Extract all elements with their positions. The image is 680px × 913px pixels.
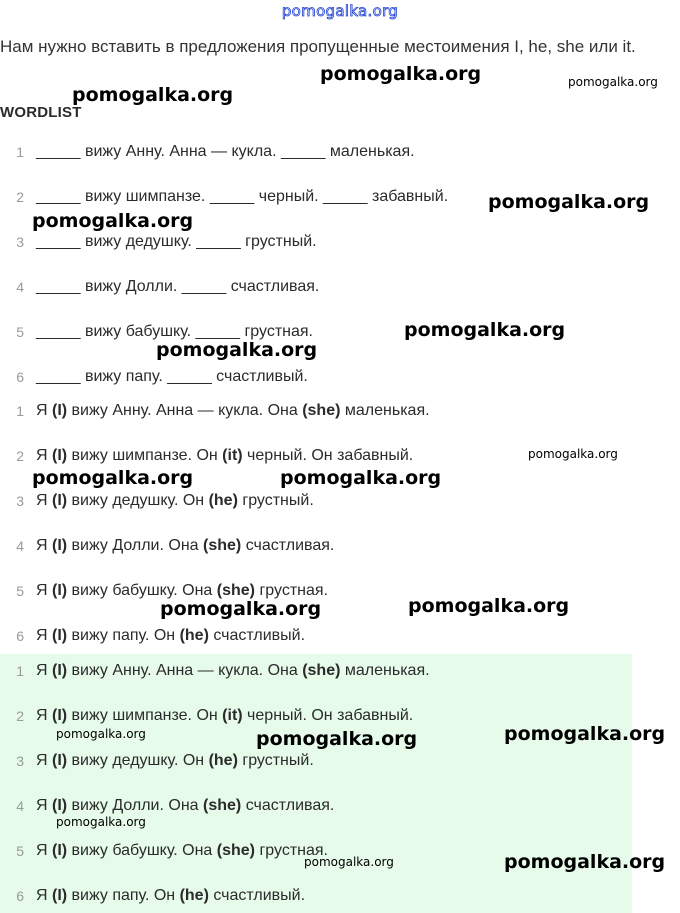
answer-sentence	[36, 750, 314, 772]
task-sentence: _____ вижу папу. _____ счастливый.	[36, 368, 308, 385]
watermark: pomogalka.org	[320, 63, 482, 85]
row-number: 4	[16, 279, 24, 295]
watermark: pomogalka.org	[528, 447, 618, 461]
watermark: pomogalka.org	[304, 855, 394, 869]
answer-sentence	[36, 535, 334, 557]
watermark: pomogalka.org	[56, 727, 146, 741]
sentence-text: Я	[36, 402, 52, 419]
pronoun-answer: (I)	[52, 752, 68, 769]
sentence-text: Я	[36, 662, 52, 679]
row-number: 1	[16, 144, 24, 160]
sentence-text: вижу бабушку. Она	[67, 582, 217, 599]
sentence-text: вижу Анну. Анна — кукла. Она	[67, 402, 303, 419]
pronoun-answer: (I)	[52, 887, 68, 904]
pronoun-answer: (I)	[52, 402, 68, 419]
pronoun-answer: (I)	[52, 537, 68, 554]
sentence-text: счастливый.	[208, 627, 306, 644]
pronoun-answer: (I)	[52, 492, 68, 509]
sentence-text: Я	[36, 842, 52, 859]
pronoun-answer: (it)	[222, 447, 243, 464]
sentence-text: грустный.	[237, 752, 314, 769]
sentence-text: вижу Долли. Она	[67, 537, 204, 554]
watermark: pomogalka.org	[156, 339, 318, 361]
sentence-text: Я	[36, 537, 52, 554]
sentence-text: черный. Он забавный.	[242, 447, 414, 464]
pronoun-answer: (I)	[52, 582, 68, 599]
answer-sentence	[36, 625, 305, 647]
watermark: pomogalka.org	[32, 467, 194, 489]
sentence-text: вижу дедушку. Он	[67, 752, 209, 769]
row-number: 6	[16, 628, 24, 644]
pronoun-answer: (she)	[216, 582, 255, 599]
sentence-text: счастливый.	[208, 887, 306, 904]
answer-sentence	[36, 660, 430, 682]
answer-sentence	[36, 705, 413, 727]
watermark: pomogalka.org	[160, 598, 322, 620]
pronoun-answer: (he)	[179, 627, 209, 644]
task-sentence: _____ вижу Анну. Анна — кукла. _____ маленькая.	[36, 143, 415, 160]
pronoun-answer: (I)	[52, 842, 68, 859]
row-number: 5	[16, 583, 24, 599]
pronoun-answer: (I)	[52, 797, 68, 814]
answer-sentence	[36, 490, 314, 512]
pronoun-answer: (I)	[52, 627, 68, 644]
answer-sentence	[36, 445, 413, 467]
sentence-text: Я	[36, 492, 52, 509]
sentence-text: Я	[36, 627, 52, 644]
watermark: pomogalka.org	[408, 595, 570, 617]
row-number: 6	[16, 888, 24, 904]
pronoun-answer: (she)	[302, 662, 341, 679]
sentence-text: Я	[36, 582, 52, 599]
watermark: pomogalka.org	[504, 723, 666, 745]
row-number: 3	[16, 493, 24, 509]
row-number: 3	[16, 753, 24, 769]
sentence-text: вижу папу. Он	[67, 887, 180, 904]
highlighted-answer-block	[0, 654, 632, 913]
task-sentence: _____ вижу бабушку. _____ грустная.	[36, 323, 313, 340]
row-number: 2	[16, 708, 24, 724]
sentence-text: грустная.	[255, 582, 328, 599]
pronoun-answer: (he)	[208, 752, 238, 769]
row-number: 2	[16, 448, 24, 464]
watermark: pomogalka.org	[56, 815, 146, 829]
watermark: pomogalka.org	[256, 728, 418, 750]
sentence-text: вижу шимпанзе. Он	[67, 707, 223, 724]
row-number: 5	[16, 324, 24, 340]
pronoun-answer: (she)	[216, 842, 255, 859]
sentence-text: вижу дедушку. Он	[67, 492, 209, 509]
sentence-text: грустная.	[255, 842, 328, 859]
answer-sentence	[36, 795, 334, 817]
pronoun-answer: (he)	[179, 887, 209, 904]
watermark: pomogalka.org	[32, 210, 194, 232]
row-number: 4	[16, 538, 24, 554]
pronoun-answer: (I)	[52, 707, 68, 724]
watermark: pomogalka.org	[404, 319, 566, 341]
sentence-text: Я	[36, 752, 52, 769]
sentence-text: черный. Он забавный.	[242, 707, 414, 724]
pronoun-answer: (she)	[302, 402, 341, 419]
task-sentence: _____ вижу дедушку. _____ грустный.	[36, 233, 317, 250]
row-number: 4	[16, 798, 24, 814]
task-sentence: _____ вижу Долли. _____ счастливая.	[36, 278, 320, 295]
sentence-text: Я	[36, 707, 52, 724]
watermark: pomogalka.org	[504, 851, 666, 873]
sentence-text: Я	[36, 447, 52, 464]
sentence-text: маленькая.	[340, 402, 430, 419]
row-number: 6	[16, 369, 24, 385]
watermark: pomogalka.org	[488, 191, 650, 213]
sentence-text: вижу папу. Он	[67, 627, 180, 644]
sentence-text: маленькая.	[340, 662, 430, 679]
row-number: 1	[16, 403, 24, 419]
sentence-text: вижу Анну. Анна — кукла. Она	[67, 662, 303, 679]
answer-sentence	[36, 400, 430, 422]
sentence-text: вижу шимпанзе. Он	[67, 447, 223, 464]
row-number: 2	[16, 189, 24, 205]
sentence-text: вижу бабушку. Она	[67, 842, 217, 859]
pronoun-answer: (it)	[222, 707, 243, 724]
row-number: 5	[16, 843, 24, 859]
wordlist-heading: WORDLIST	[0, 104, 82, 121]
task-sentence: _____ вижу шимпанзе. _____ черный. _____ забавный.	[36, 188, 449, 205]
pronoun-answer: (she)	[203, 797, 242, 814]
sentence-text: счастливая.	[241, 537, 335, 554]
sentence-text: грустный.	[237, 492, 314, 509]
answer-sentence	[36, 885, 305, 907]
row-number: 3	[16, 234, 24, 250]
pronoun-answer: (she)	[203, 537, 242, 554]
pronoun-answer: (I)	[52, 662, 68, 679]
task-instructions: Нам нужно вставить в предложения пропущенные местоимения I, he, she или it.	[0, 37, 636, 56]
pronoun-answer: (I)	[52, 447, 68, 464]
row-number: 1	[16, 663, 24, 679]
sentence-text: Я	[36, 797, 52, 814]
sentence-text: вижу Долли. Она	[67, 797, 204, 814]
watermark: pomogalka.org	[568, 75, 658, 89]
sentence-text: Я	[36, 887, 52, 904]
answer-sentence	[36, 840, 328, 862]
watermark: pomogalka.org	[280, 467, 442, 489]
watermark: pomogalka.org	[72, 84, 234, 106]
sentence-text: счастливая.	[241, 797, 335, 814]
pronoun-answer: (he)	[208, 492, 238, 509]
site-logo[interactable]: pomogalka.org	[281, 2, 399, 20]
